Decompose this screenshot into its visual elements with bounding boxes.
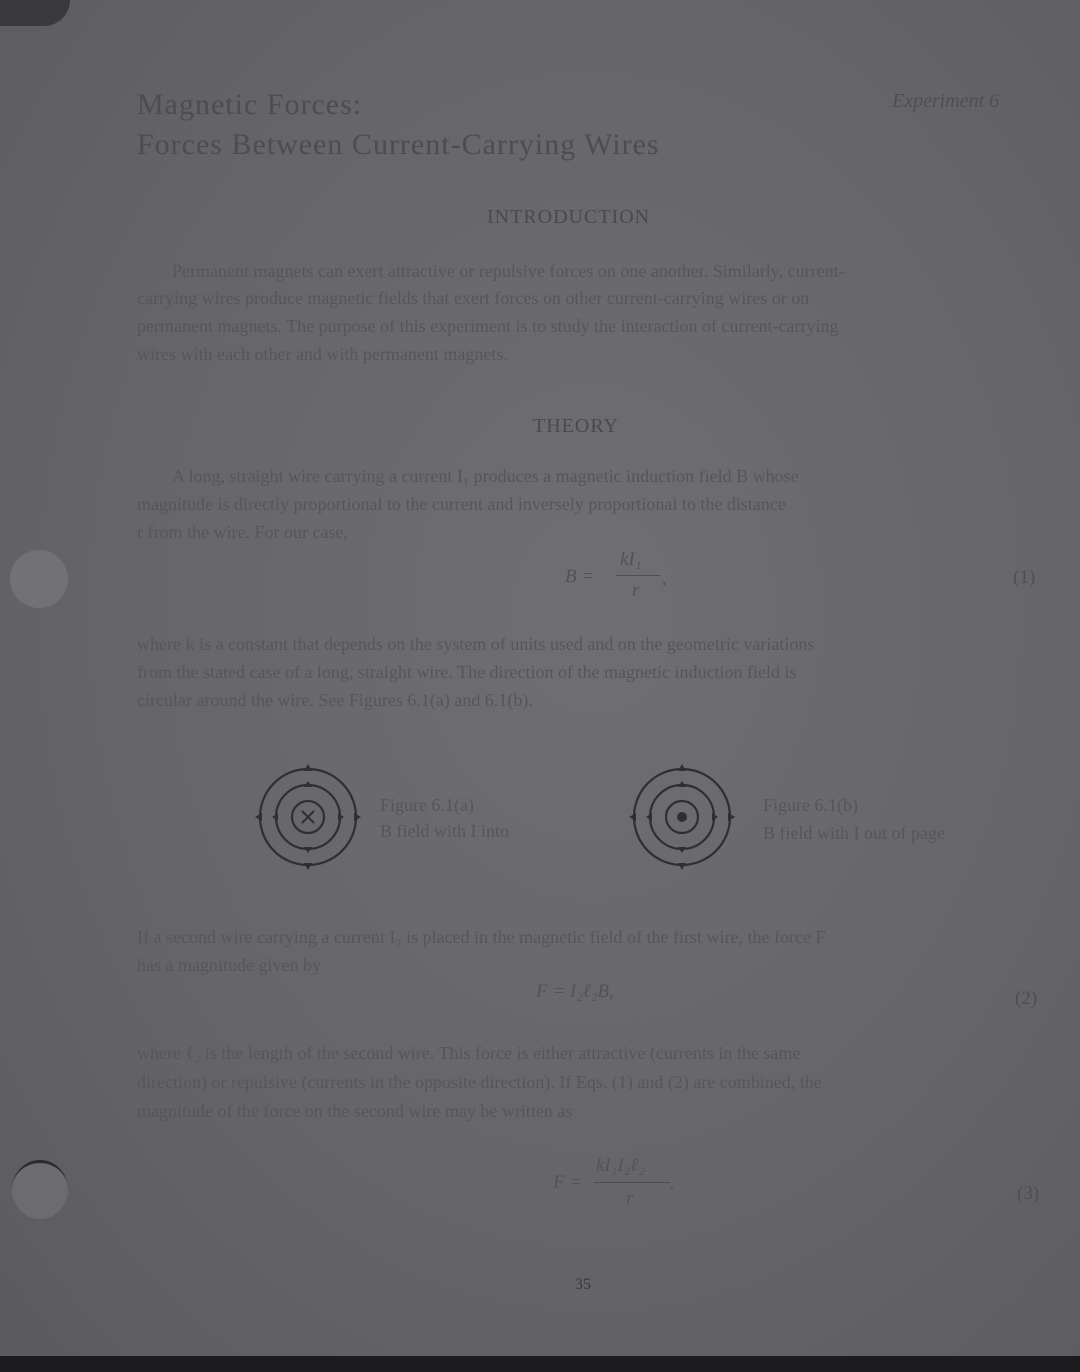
introduction-heading: INTRODUCTION: [487, 206, 651, 228]
eq3-lhs: F =: [553, 1172, 583, 1193]
eq2-text: F = I₂ℓ₂B,: [536, 981, 614, 1002]
title-line-2: Forces Between Current-Carrying Wires: [137, 128, 660, 161]
figure-6-1a-diagram: [250, 758, 366, 876]
title-line-1: Magnetic Forces:: [137, 88, 363, 121]
figure-6-1b-label: Figure 6.1(b): [763, 795, 858, 815]
theory-heading: THEORY: [533, 415, 619, 437]
theory-line: from the stated case of a long, straight wire. The direction of the magnetic induction field is: [137, 662, 797, 682]
theory-line: r from the wire. For our case,: [137, 522, 348, 542]
eq2-number: (2): [1015, 988, 1038, 1009]
eq1-lhs: B =: [565, 566, 595, 587]
eq3-fraction-bar: [594, 1182, 670, 1183]
eq3-denominator: r: [626, 1188, 634, 1209]
eq1-denominator: r: [632, 580, 640, 601]
eq1-fraction-bar: [616, 575, 660, 576]
theory-line: magnitude is directly proportional to the current and inversely proportional to the distance: [137, 494, 786, 514]
corner-mark: [0, 0, 70, 26]
intro-line: permanent magnets. The purpose of this experiment is to study the interaction of current-carrying: [137, 316, 839, 336]
theory-line: magnitude of the force on the second wire may be written as: [137, 1101, 573, 1121]
eq3-number: (3): [1017, 1183, 1040, 1204]
theory-line: If a second wire carrying a current I₂ is placed in the magnetic field of the first wire, the force F: [137, 927, 826, 947]
theory-line: A long, straight wire carrying a current I₁ produces a magnetic induction field B whose: [172, 466, 799, 486]
eq3-trail: .: [670, 1173, 675, 1194]
figure-6-1b-diagram: [624, 758, 740, 876]
punch-hole-bottom: [12, 1160, 68, 1219]
theory-line: direction) or repulsive (currents in the opposite direction). If Eqs. (1) and (2) are combined, the: [137, 1072, 822, 1092]
punch-hole-top: [10, 550, 68, 608]
eq3-numerator: kI₁I₂ℓ₂: [596, 1155, 645, 1176]
experiment-label: Experiment 6: [892, 90, 1000, 112]
theory-line: has a magnitude given by: [137, 955, 321, 975]
page-number: 35: [575, 1276, 591, 1293]
theory-line: circular around the wire. See Figures 6.1(a) and 6.1(b).: [137, 690, 533, 710]
eq1-number: (1): [1013, 567, 1036, 588]
intro-line: wires with each other and with permanent magnets.: [137, 344, 508, 364]
eq1-trail: ,: [662, 568, 667, 589]
figure-6-1b-caption: B field with I out of page: [763, 823, 945, 843]
theory-line: where ℓ₂ is the length of the second wire. This force is either attractive (currents in the same: [137, 1043, 801, 1063]
eq1-numerator: kI₁: [620, 549, 642, 570]
figure-6-1a-label: Figure 6.1(a): [380, 795, 474, 815]
page-bottom-edge: [0, 1356, 1080, 1372]
intro-line: Permanent magnets can exert attractive or repulsive forces on one another. Similarly, current-: [172, 261, 845, 281]
theory-line: where k is a constant that depends on the system of units used and on the geometric variations: [137, 634, 815, 654]
figure-6-1a-caption: B field with I into: [380, 821, 509, 841]
intro-line: carrying wires produce magnetic fields that exert forces on other current-carrying wires or on: [137, 288, 810, 308]
